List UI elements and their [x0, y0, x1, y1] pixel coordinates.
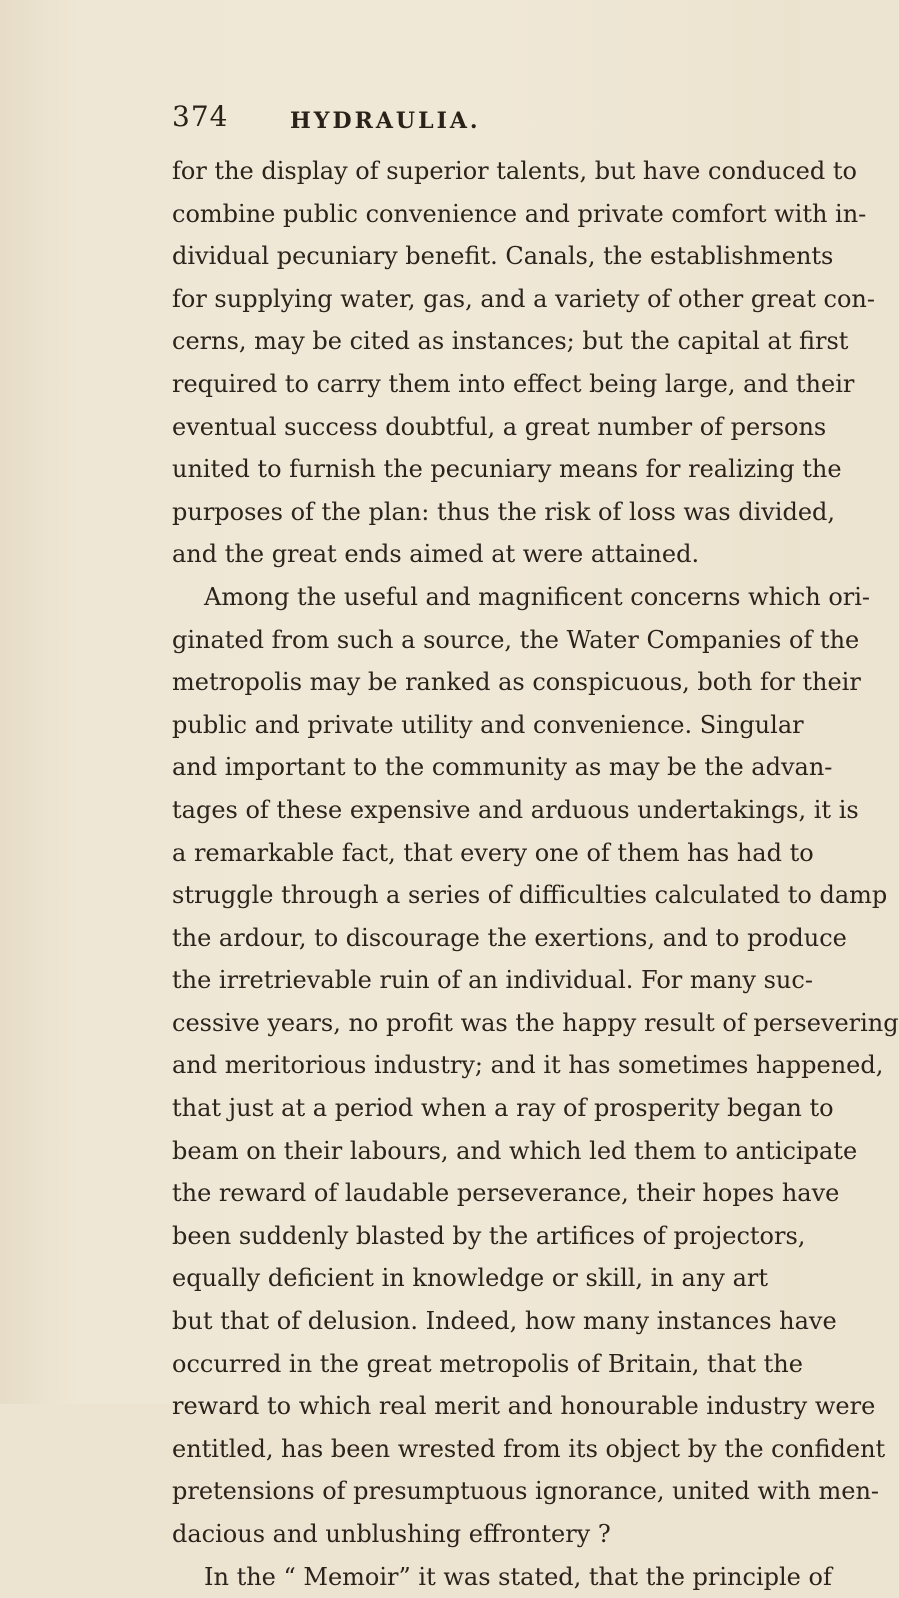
text-line: dividual pecuniary benefit. Canals, the establishments	[172, 242, 834, 271]
text-line: and important to the community as may be the advan-	[172, 753, 833, 782]
text-line: that just at a period when a ray of prosperity began to	[172, 1094, 834, 1123]
text-line: the ardour, to discourage the exertions, and to produce	[172, 923, 847, 952]
text-line: pretensions of presumptuous ignorance, united with men-	[172, 1477, 880, 1506]
text-line: In the “ Memoir” it was stated, that the principle of	[204, 1562, 832, 1591]
text-line: reward to which real merit and honourable industry were	[172, 1392, 876, 1421]
text-line: ginated from such a source, the Water Companies of the	[172, 625, 860, 654]
text-line: a remarkable fact, that every one of them has had to	[172, 838, 814, 867]
text-line: cessive years, no profit was the happy result of persevering	[172, 1008, 899, 1037]
text-line: public and private utility and convenience. Singular	[172, 710, 804, 739]
running-title: HYDRAULIA.	[290, 108, 481, 134]
text-line: but that of delusion. Indeed, how many instances have	[172, 1307, 837, 1336]
text-line: eventual success doubtful, a great number of persons	[172, 412, 827, 441]
text-line: entitled, has been wrested from its object by the confident	[172, 1434, 886, 1463]
text-line: tages of these expensive and arduous undertakings, it is	[172, 795, 859, 824]
page-number: 374	[172, 100, 229, 133]
text-line: the irretrievable ruin of an individual. For many suc-	[172, 966, 813, 995]
text-line: combine public convenience and private comfort with in-	[172, 199, 867, 228]
text-line: and meritorious industry; and it has sometimes happened,	[172, 1051, 884, 1080]
body-text	[172, 150, 899, 1598]
text-line: dacious and unblushing effrontery ?	[172, 1520, 611, 1548]
text-line: equally deficient in knowledge or skill, in any art	[172, 1264, 768, 1293]
text-line: metropolis may be ranked as conspicuous, both for their	[172, 668, 861, 697]
text-line: struggle through a series of difficulties calculated to damp	[172, 881, 888, 910]
text-line: required to carry them into effect being large, and their	[172, 369, 855, 398]
text-line: for supplying water, gas, and a variety of other great con-	[172, 284, 875, 313]
text-line: been suddenly blasted by the artifices of projectors,	[172, 1221, 806, 1250]
text-line: Among the useful and magnificent concerns which ori-	[204, 582, 871, 611]
text-line: the reward of laudable perseverance, their hopes have	[172, 1179, 840, 1208]
text-line: and the great ends aimed at were attained.	[172, 540, 700, 569]
text-line: purposes of the plan: thus the risk of loss was divided,	[172, 497, 836, 526]
text-line: united to furnish the pecuniary means for realizing the	[172, 455, 842, 484]
text-line: for the display of superior talents, but have conduced to	[172, 157, 857, 185]
text-line: cerns, may be cited as instances; but the capital at first	[172, 327, 849, 356]
text-line: beam on their labours, and which led them to anticipate	[172, 1136, 858, 1165]
running-head	[172, 100, 772, 140]
text-line: occurred in the great metropolis of Britain, that the	[172, 1349, 803, 1378]
